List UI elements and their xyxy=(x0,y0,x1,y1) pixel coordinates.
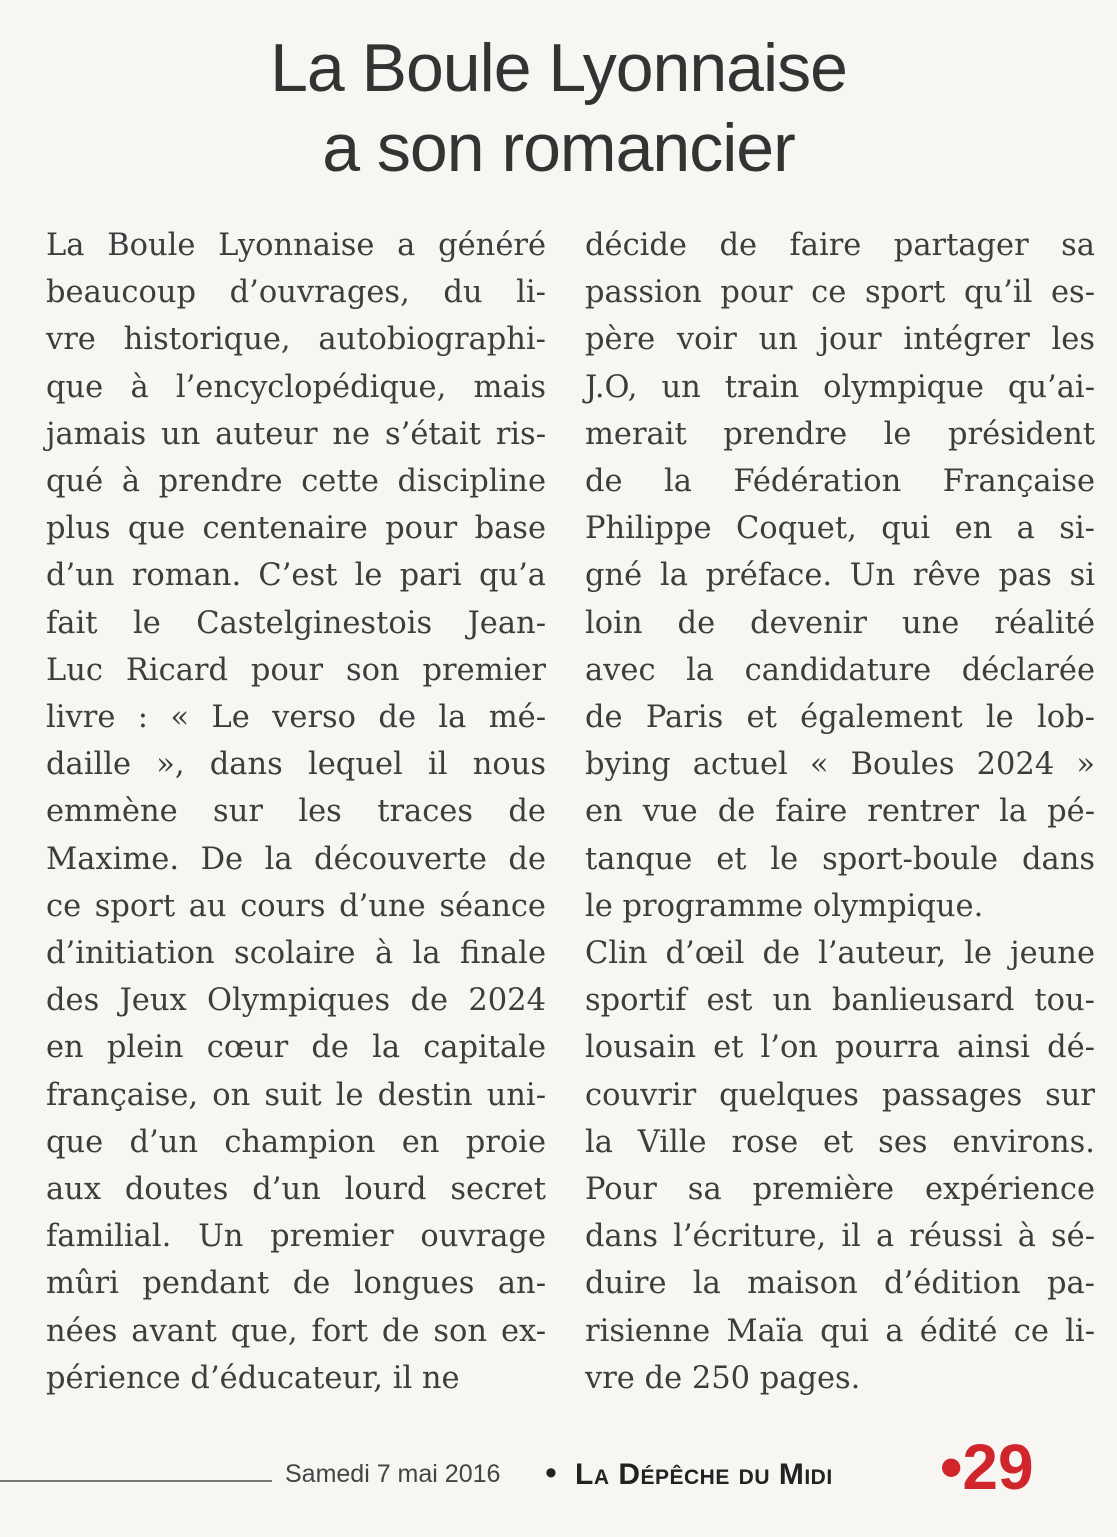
text-line: emmène sur les traces de xyxy=(46,794,546,830)
page-number-value: 29 xyxy=(962,1431,1034,1503)
text-line: Philippe Coquet, qui en a si- xyxy=(585,511,1095,547)
text-line: Luc Ricard pour son premier xyxy=(46,652,546,688)
article-title xyxy=(0,28,1117,188)
page-number-bullet: • xyxy=(940,1431,963,1503)
text-line: daille », dans lequel il nous xyxy=(46,747,546,783)
text-line: périence d’éducateur, il ne xyxy=(46,1360,460,1396)
text-line: vre de 250 pages. xyxy=(585,1360,861,1396)
text-line: le programme olympique. xyxy=(585,888,984,924)
page-footer xyxy=(0,1431,1117,1510)
text-line: jamais un auteur ne s’était ris- xyxy=(46,416,546,452)
text-line: gné la préface. Un rêve pas si xyxy=(585,558,1095,594)
issue-date: Samedi 7 mai 2016 xyxy=(285,1460,501,1488)
text-line: décide de faire partager sa xyxy=(585,228,1095,263)
text-line: française, on suit le destin uni- xyxy=(46,1077,546,1113)
text-line: avec la candidature déclarée xyxy=(585,652,1095,688)
text-line: Clin d’œil de l’auteur, le jeune xyxy=(585,936,1095,972)
text-line: ce sport au cours d’une séance xyxy=(46,888,546,924)
text-line: Maxime. De la découverte de xyxy=(46,841,546,877)
newspaper-name: La Dépêche du Midi xyxy=(575,1458,833,1491)
text-line: dans l’écriture, il a réussi à sé- xyxy=(585,1219,1095,1255)
text-line: que à l’encyclopédique, mais xyxy=(46,369,546,405)
title-line-2: a son romancier xyxy=(322,110,795,186)
text-line: Pour sa première expérience xyxy=(585,1172,1095,1208)
left-column xyxy=(46,222,546,1402)
title-line-1: La Boule Lyonnaise xyxy=(270,30,847,106)
text-line: que d’un champion en proie xyxy=(46,1124,546,1160)
text-line: père voir un jour intégrer les xyxy=(585,322,1095,358)
text-line: lousain et l’on pourra ainsi dé- xyxy=(585,1030,1095,1066)
text-line: qué à prendre cette discipline xyxy=(46,464,546,500)
text-line: couvrir quelques passages sur xyxy=(585,1077,1095,1113)
text-line: La Boule Lyonnaise a généré xyxy=(46,228,546,263)
text-line: sportif est un banlieusard tou- xyxy=(585,983,1095,1019)
text-line: de Paris et également le lob- xyxy=(585,700,1095,736)
text-line: nées avant que, fort de son ex- xyxy=(46,1313,546,1349)
text-line: passion pour ce sport qu’il es- xyxy=(585,275,1095,311)
text-line: familial. Un premier ouvrage xyxy=(46,1219,546,1255)
text-line: fait le Castelginestois Jean- xyxy=(46,605,546,641)
text-line: aux doutes d’un lourd secret xyxy=(46,1172,546,1208)
text-line: de la Fédération Française xyxy=(585,464,1095,500)
text-line: merait prendre le président xyxy=(585,416,1095,452)
text-line: loin de devenir une réalité xyxy=(585,605,1095,641)
text-line: d’un roman. C’est le pari qu’a xyxy=(46,558,546,594)
text-line: beaucoup d’ouvrages, du li- xyxy=(46,275,546,311)
text-line: vre historique, autobiographi- xyxy=(46,322,546,358)
text-line: mûri pendant de longues an- xyxy=(46,1266,546,1302)
text-line: d’initiation scolaire à la finale xyxy=(46,936,546,972)
text-line: duire la maison d’édition pa- xyxy=(585,1266,1095,1302)
text-line: risienne Maïa qui a édité ce li- xyxy=(585,1313,1095,1349)
text-line: plus que centenaire pour base xyxy=(46,511,546,547)
page-number xyxy=(940,1430,1034,1504)
right-column xyxy=(585,222,1095,1402)
text-line: tanque et le sport-boule dans xyxy=(585,841,1095,877)
footer-rule xyxy=(0,1480,272,1482)
footer-separator: • xyxy=(545,1454,557,1492)
text-line: en plein cœur de la capitale xyxy=(46,1030,546,1066)
text-line: en vue de faire rentrer la pé- xyxy=(585,794,1095,830)
text-line: bying actuel « Boules 2024 » xyxy=(585,747,1095,783)
text-line: J.O, un train olympique qu’ai- xyxy=(585,369,1095,405)
text-line: des Jeux Olympiques de 2024 xyxy=(46,983,546,1019)
text-line: livre : « Le verso de la mé- xyxy=(46,700,546,736)
text-line: la Ville rose et ses environs. xyxy=(585,1124,1095,1160)
